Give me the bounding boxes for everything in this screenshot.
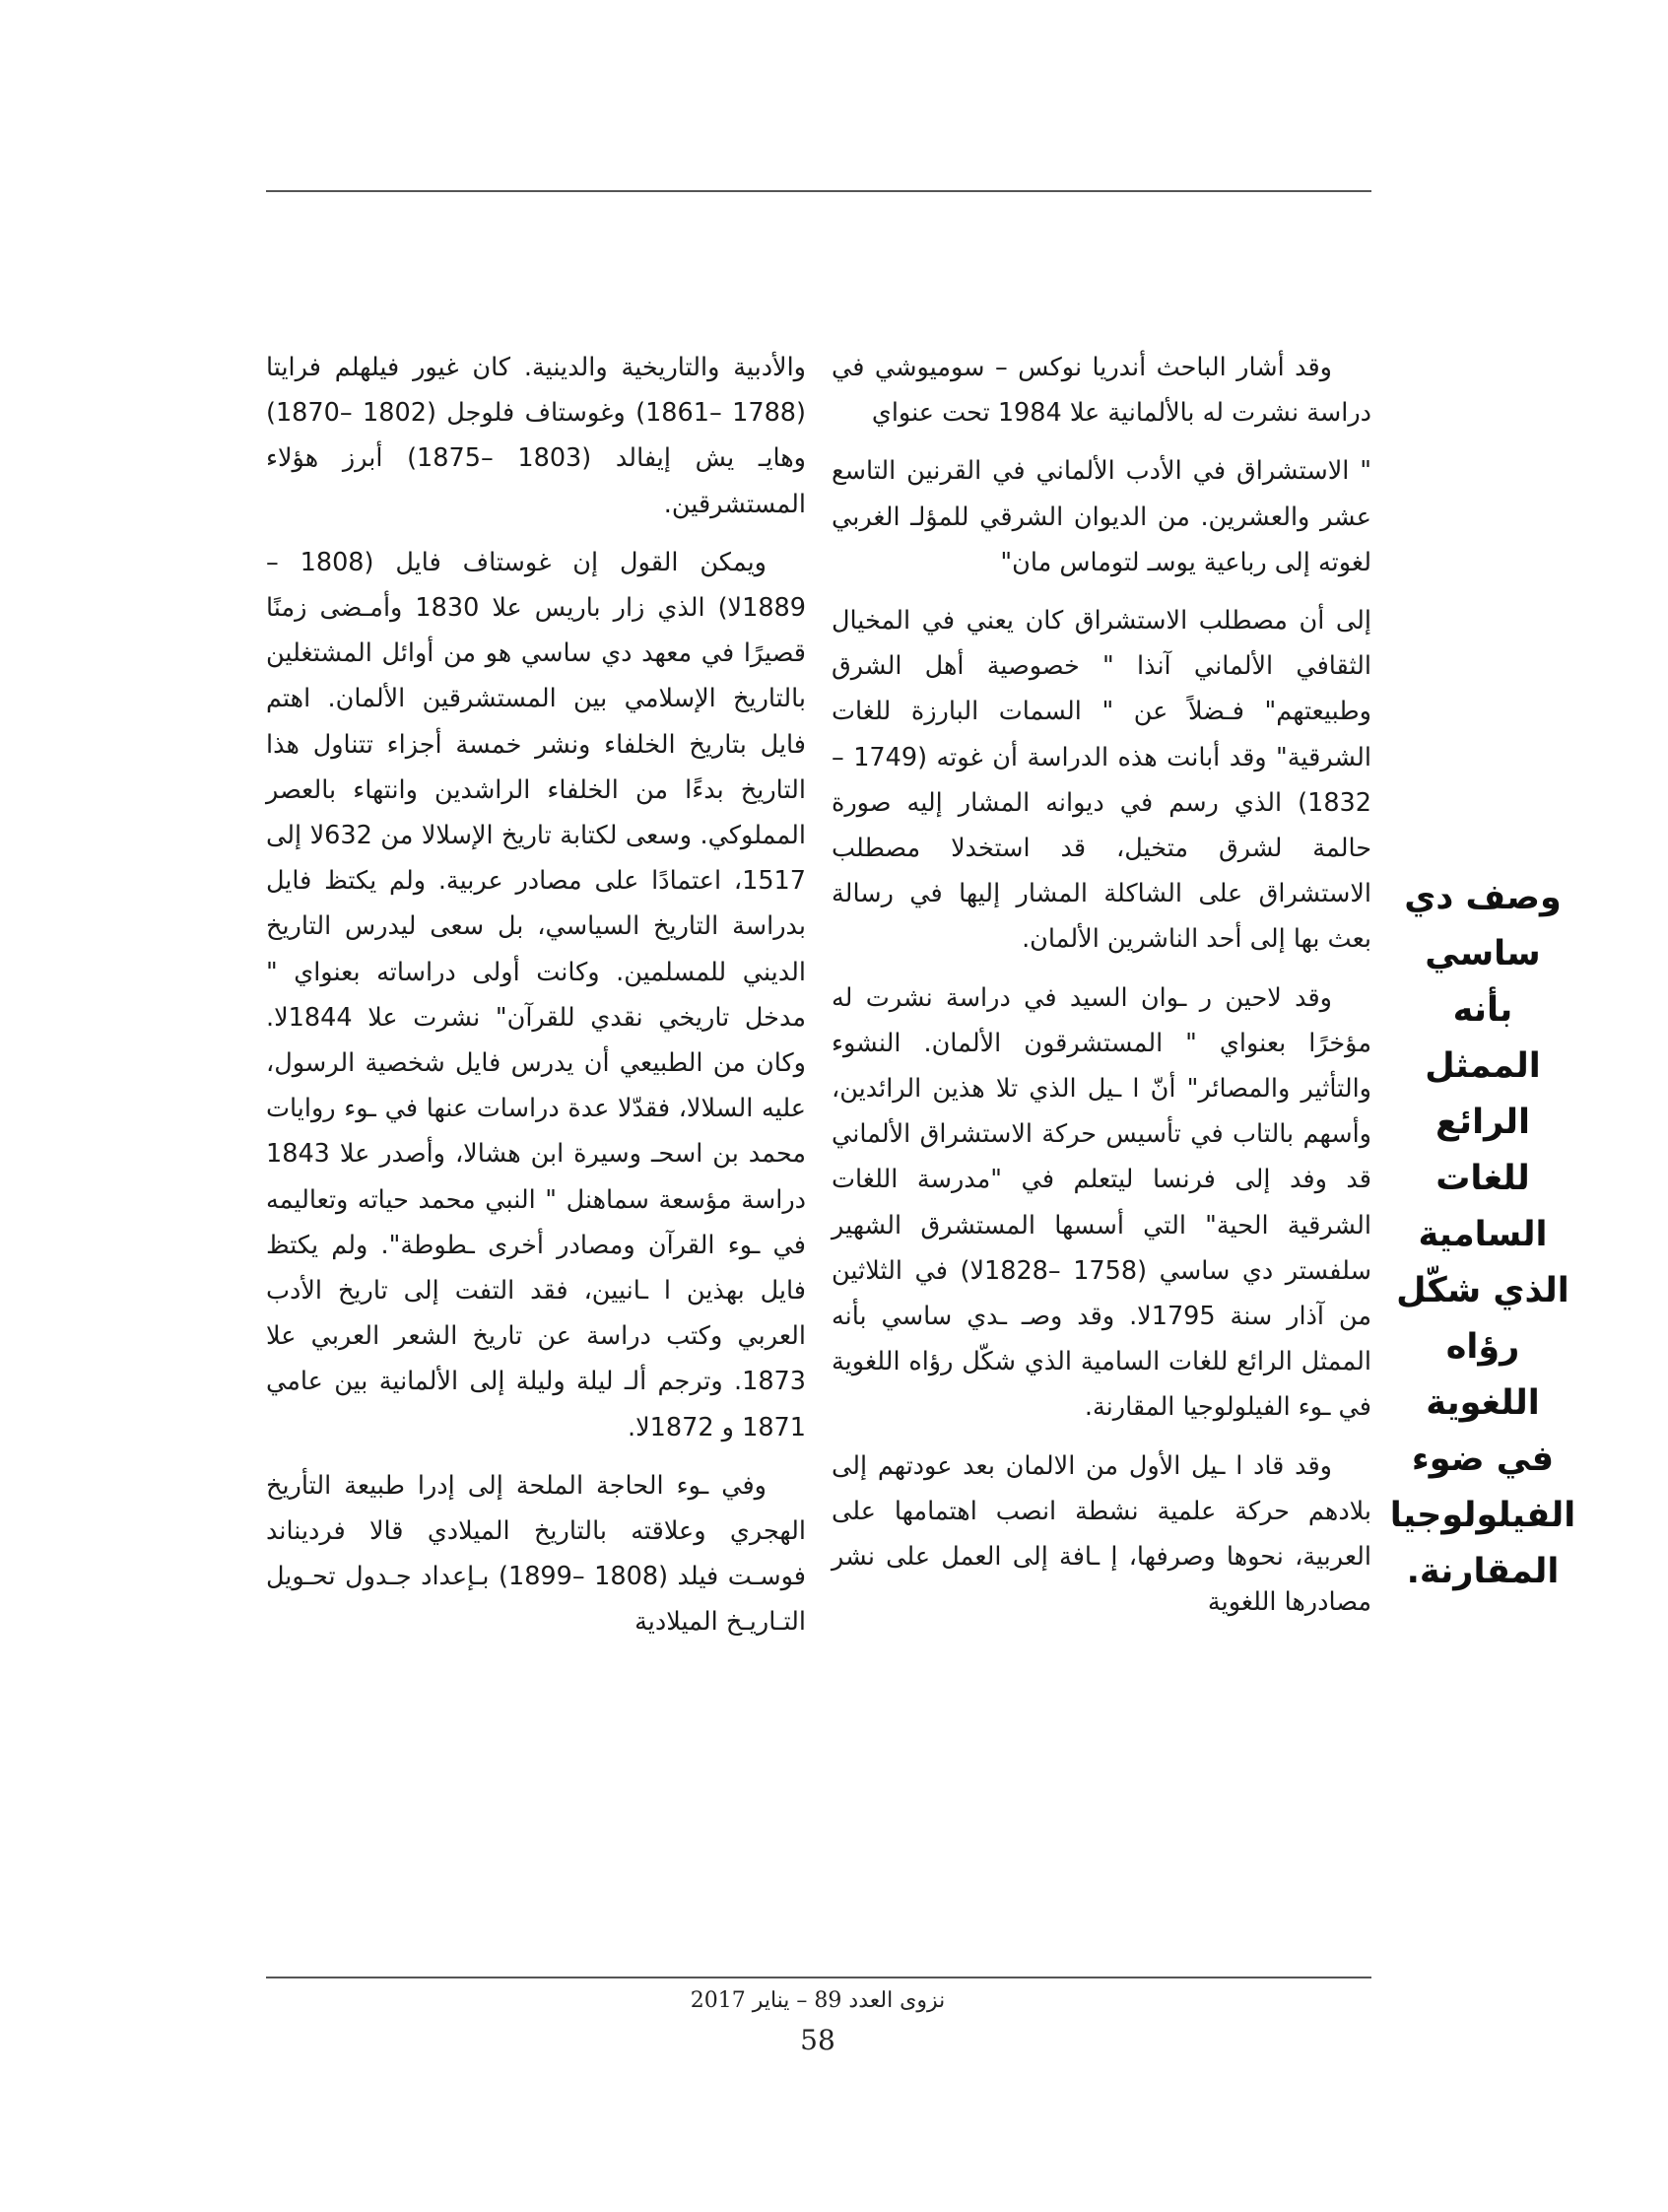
paragraph: إلى أن مصطلب الاستشراق كان يعني في المخيال الثقافي الألماني آنذا " خصوصية أهل الشرق وطبيعتهم" فـضلاً عن " السمات البارزة للغات الشرقية" وقد أبانت هذه الدراسة أن غوته (1749 –1832) الذي رسم في ديوانه المشار إليه صورة حالمة لشرق متخيل، قد استخدلا مصطلب الاستشراق على الشاكلة المشار إليها في رسالة بعث بها إلى أحد الناشرين الألمان. — [832, 606, 1371, 955]
pull-quote-line: الممثل الرائع — [1425, 1046, 1541, 1142]
pull-quote-line: للغات السامية — [1418, 1159, 1548, 1254]
paragraph: وقد أشار الباحث أندريا نوكس – سوميوشي في دراسة نشرت له بالألمانية علا 1984 تحت عنواي — [832, 353, 1371, 429]
paragraph: والأدبية والتاريخية والدينية. كان غيور فيلهلم فرايتا (1788 –1861) وغوستاف فلوجل (1802 –1870) وهايـ يش إيفالد (1803 –1875) أبرز هؤلاء المستشرقين. — [266, 353, 806, 519]
page-number: 58 — [800, 2024, 835, 2056]
paragraph: وقد لاحين ر ـوان السيد في دراسة نشرت له مؤخرًا بعنواي " المستشرقون الألمان. النشوء والتأثير والمصائر" أنّ ا ـيل الذي تلا هذين الرائدين، وأسهم بالتاب في تأسيس حركة الاستشراق الألماني قد وفد إلى فرنسا ليتعلم في "مدرسة اللغات الشرقية الحية" التي أسسها المستشرق الشهير سلفستر دي ساسي (1758 –1828لا) في الثلاثين من آذار سنة 1795لا. وقد وصـ ـدي ساسي بأنه الممثل الرائع للغات السامية الذي شكّل رؤاه اللغوية في ـوء الفيلولوجيا المقارنة. — [832, 982, 1371, 1423]
pull-quote-line: رؤاه اللغوية — [1426, 1327, 1540, 1423]
article-column-left — [266, 345, 806, 1658]
pull-quote-line: الذي شكّل — [1396, 1271, 1569, 1310]
pull-quote-line: المقارنة. — [1406, 1552, 1560, 1591]
pull-quote-line: الفيلولوجيا — [1389, 1496, 1576, 1535]
pull-quote-line: ساسي بأنه — [1425, 934, 1541, 1030]
header-rule — [266, 190, 1371, 192]
issue-info: نزوى العدد 89 – يناير 2017 — [690, 1988, 946, 2013]
footer-rule — [266, 1977, 1371, 1978]
paragraph: ويمكن القول إن غوستاف فايل (1808 –1889لا) الذي زار باريس علا 1830 وأمـضى زمنًا قصيرًا في معهد دي ساسي هو من أوائل المشتغلين بالتاريخ الإسلامي بين المستشرقين الألمان. اهتم فايل بتاريخ الخلفاء ونشر خمسة أجزاء تتناول هذا التاريخ بدءًا من الخلفاء الراشدين وانتهاء بالعصر المملوكي. وسعى لكتابة تاريخ الإسلالا من 632لا إلى 1517، اعتمادًا على مصادر عربية. ولم يكتظ فايل بدراسة التاريخ السياسي، بل سعى ليدرس التاريخ الديني للمسلمين. وكانت أولى دراساته بعنواي " مدخل تاريخي نقدي للقرآن" نشرت علا 1844لا. وكان من الطبيعي أن يدرس فايل شخصية الرسول، عليه السلالا، فقدّلا عدة دراسات عنها في ـوء روايات محمد بن اسحـ وسيرة ابن هشالا، وأصدر علا 1843 دراسة مؤسعة سماهنل " النبي محمد حياته وتعاليمه في ـوء القرآن ومصادر أخرى ـطوطة". ولم يكتظ فايل بهذين ا ـانيين، فقد التفت إلى تاريخ الأدب العربي وكتب دراسة عن تاريخ الشعر العربي علا 1873. وترجم ألـ ليلة وليلة إلى الألمانية بين عامي 1871 و 1872لا. — [266, 547, 807, 1442]
pull-quote-line: في ضوء — [1411, 1440, 1555, 1479]
pull-quote — [1389, 870, 1576, 1600]
quoted-title: " الاستشراق في الأدب الألماني في القرنين التاسع عشر والعشرين. من الديوان الشرقي للمؤلـ الغربي لغوته إلى رباعية يوسـ لتوماس مان" — [832, 456, 1371, 577]
paragraph: وقد قاد ا ـيل الأول من الالمان بعد عودتهم إلى بلادهم حركة علمية نشطة انصب اهتمامها على العربية، نحوها وصرفها، إ ـافة إلى العمل على نشر مصادرها اللغوية — [832, 1450, 1371, 1618]
pull-quote-line: وصف دي — [1404, 878, 1562, 917]
article-column-right — [832, 345, 1371, 1638]
paragraph: وفي ـوء الحاجة الملحة إلى إدرا طبيعة التأريخ الهجري وعلاقته بالتاريخ الميلادي قالا فرديناند فوسـت فيلد (1808 –1899) بـإعداد جـدول تحـويل التـاريـخ الميلادية — [266, 1470, 807, 1638]
